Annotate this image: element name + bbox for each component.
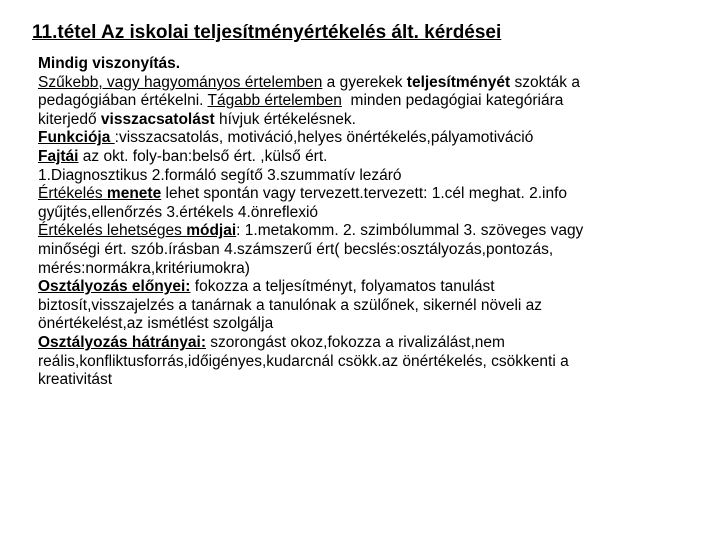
- function-text: :visszacsatolás, motiváció,helyes önértékelés,pályamotiváció: [114, 129, 534, 147]
- feedback-term: visszacsatolást: [100, 110, 215, 128]
- paragraph-types: [38, 148, 688, 167]
- paragraph-methods: [38, 222, 688, 278]
- process-prefix: Értékelés: [38, 185, 107, 203]
- methods-prefix: Értékelés lehetséges: [38, 222, 187, 240]
- paragraph-relativity: [38, 55, 688, 74]
- paragraph-definition: [38, 74, 688, 130]
- advantages-text-line: önértékelést,az ismétlést szolgálja: [38, 315, 274, 333]
- types-list-text: 1.Diagnosztikus 2.formáló segítő 3.szummatív lezáró: [38, 166, 402, 184]
- disadvantages-text-line: reális,konfliktusforrás,időigényes,kudarcnál csökk.az önértékelés, csökkenti a: [38, 352, 569, 370]
- paragraph-types-list: [38, 167, 688, 186]
- page-title: 11.tétel Az iskolai teljesítményértékelés ált. kérdései: [32, 22, 502, 43]
- definition-text: kiterjedő: [38, 110, 101, 128]
- advantages-text: fokozza a teljesítményt, folyamatos tanulást: [190, 278, 495, 296]
- disadvantages-text-line: kreativitást: [38, 371, 113, 389]
- definition-text: minden pedagógiai kategóriára: [341, 92, 564, 110]
- function-label: Funkciója: [38, 129, 115, 147]
- paragraph-advantages: [38, 278, 688, 334]
- definition-line: [38, 92, 688, 111]
- definition-line: [38, 111, 688, 130]
- definition-text: a gyerekek: [322, 73, 407, 91]
- document-body: [38, 55, 688, 390]
- advantages-text-line: biztosít,visszajelzés a tanárnak a tanulónak a szülőnek, sikernél növeli az: [38, 296, 543, 314]
- performance-term: teljesítményét: [406, 73, 511, 91]
- disadvantages-label: Osztályozás hátrányai:: [38, 333, 206, 351]
- definition-text: pedagógiában értékelni.: [38, 92, 208, 110]
- statement-always-relative: Mindig viszonyítás.: [38, 55, 181, 72]
- broad-sense-term: Tágabb értelemben: [207, 92, 342, 110]
- process-text-line: gyűjtés,ellenőrzés 3.értékels 4.önreflexió: [38, 203, 319, 221]
- process-text: lehet spontán vagy tervezett.tervezett: 1.cél meghat. 2.info: [161, 185, 568, 203]
- types-text: az okt. foly-ban:belső ért. ,külső ért.: [78, 147, 328, 165]
- paragraph-process: [38, 185, 688, 222]
- types-label: Fajtái: [38, 147, 79, 165]
- methods-label: módjai: [186, 222, 237, 240]
- narrow-sense-term: Szűkebb, vagy hagyományos értelemben: [38, 73, 323, 91]
- disadvantages-text: szorongást okoz,fokozza a rivalizálást,nem: [205, 333, 505, 351]
- paragraph-function: [38, 129, 688, 148]
- methods-text-line: mérés:normákra,kritériumokra): [38, 259, 250, 277]
- methods-text-line: minőségi ért. szób.írásban 4.számszerű ért( becslés:osztályozás,pontozás,: [38, 240, 554, 258]
- paragraph-disadvantages: [38, 334, 688, 390]
- advantages-label: Osztályozás előnyei:: [38, 278, 191, 296]
- methods-text: : 1.metakomm. 2. szimbólummal 3. szöveges vagy: [236, 222, 584, 240]
- definition-text: hívjuk értékelésnek.: [214, 110, 356, 128]
- process-label: menete: [106, 185, 162, 203]
- definition-text: szokták a: [510, 73, 580, 91]
